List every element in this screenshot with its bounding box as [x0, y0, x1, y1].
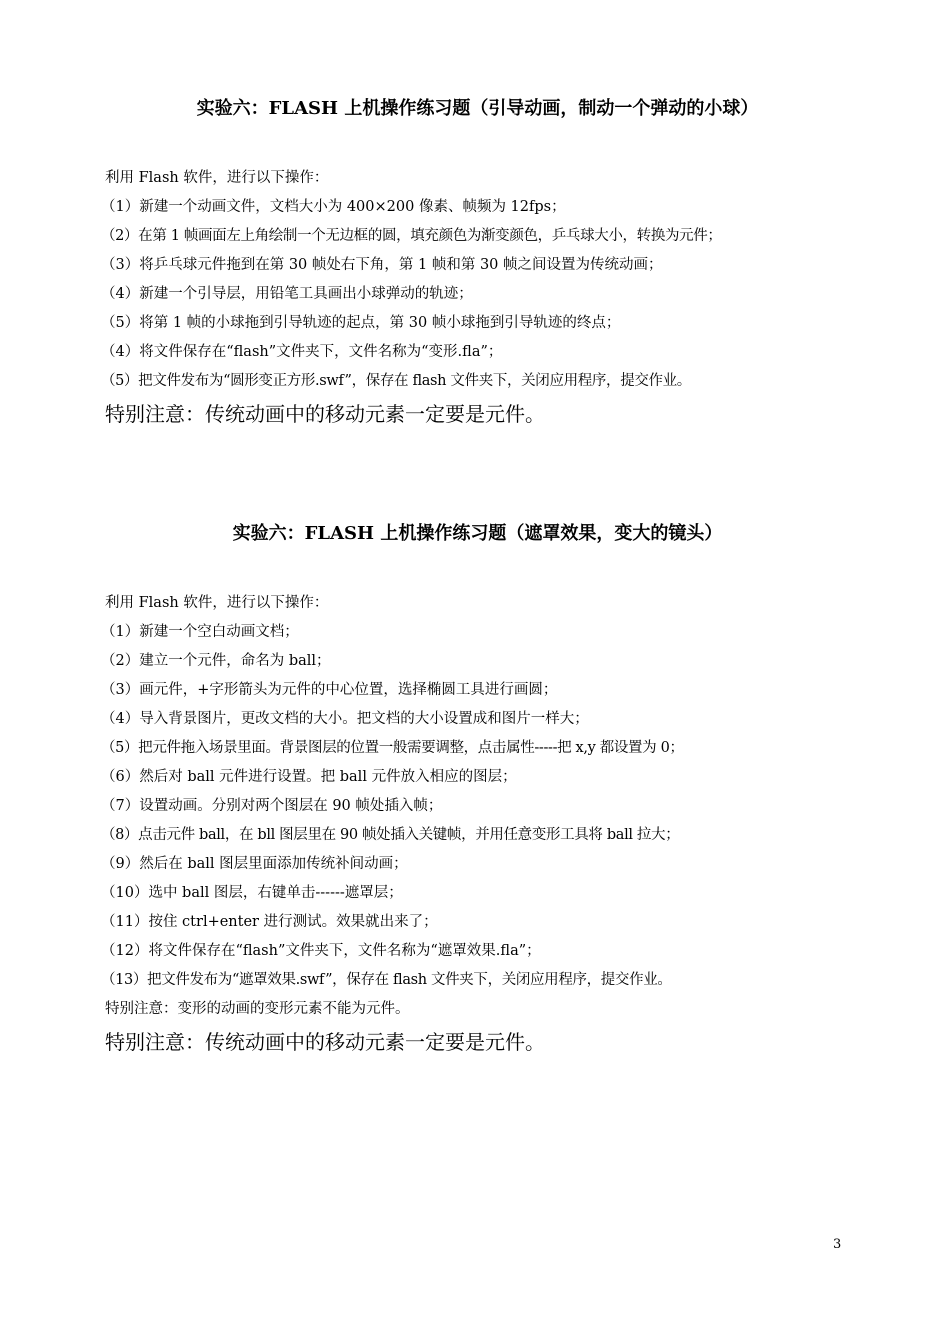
exercise-guide-animation	[101, 96, 850, 431]
step-item: （7）设置动画。分别对两个图层在 90 帧处插入帧；	[101, 798, 443, 814]
page-number: 3	[833, 1237, 842, 1252]
step-item: （5）把文件发布为“圆形变正方形.swf”，保存在 flash 文件夹下，关闭应用程序，提交作业。	[101, 373, 691, 389]
special-notice: 特别注意：传统动画中的移动元素一定要是元件。	[105, 1030, 545, 1054]
step-item: （1）新建一个空白动画文档；	[101, 624, 299, 640]
step-item: （5）把元件拖入场景里面。背景图层的位置一般需要调整，点击属性-----把 x,y 都设置为 0；	[101, 740, 684, 756]
step-item: （1）新建一个动画文件，文档大小为 400×200 像素、帧频为 12fps；	[101, 199, 566, 215]
step-item: （13）把文件发布为“遮罩效果.swf”，保存在 flash 文件夹下，关闭应用程序，提交作业。	[101, 972, 672, 988]
step-item: （2）建立一个元件，命名为 ball；	[101, 653, 331, 669]
special-notice: 特别注意：传统动画中的移动元素一定要是元件。	[105, 402, 545, 426]
step-item: （4）将文件保存在“flash”文件夹下，文件名称为“变形.fla”；	[101, 344, 503, 360]
variation-note: 特别注意：变形的动画的变形元素不能为元件。	[105, 1001, 410, 1017]
step-item: （6）然后对 ball 元件进行设置。把 ball 元件放入相应的图层；	[101, 769, 517, 785]
section-intro: 利用 Flash 软件，进行以下操作：	[105, 170, 329, 186]
step-item: （2）在第 1 帧画面左上角绘制一个无边框的圆，填充颜色为渐变颜色，乒乓球大小，转换为元件；	[101, 228, 722, 244]
step-item: （4）导入背景图片，更改文档的大小。把文档的大小设置成和图片一样大；	[101, 711, 589, 727]
step-item: （10）选中 ball 图层，右键单击------遮罩层；	[101, 885, 403, 901]
step-item: （3）画元件，+字形箭头为元件的中心位置，选择椭圆工具进行画圆；	[101, 682, 558, 698]
exercise-mask-effect	[101, 521, 850, 1059]
step-item: （3）将乒乓球元件拖到在第 30 帧处右下角，第 1 帧和第 30 帧之间设置为传统动画；	[101, 257, 663, 273]
section-title: 实验六：FLASH 上机操作练习题（遮罩效果，变大的镜头）	[232, 523, 723, 544]
step-item: （8）点击元件 ball，在 bll 图层里在 90 帧处插入关键帧，并用任意变形工具将 ball 拉大；	[101, 827, 680, 843]
section-intro: 利用 Flash 软件，进行以下操作：	[105, 595, 329, 611]
step-item: （12）将文件保存在“flash”文件夹下，文件名称为“遮罩效果.fla”；	[101, 943, 541, 959]
section-title: 实验六：FLASH 上机操作练习题（引导动画，制动一个弹动的小球）	[196, 98, 759, 119]
step-item: （9）然后在 ball 图层里面添加传统补间动画；	[101, 856, 408, 872]
step-item: （4）新建一个引导层，用铅笔工具画出小球弹动的轨迹；	[101, 286, 473, 302]
step-item: （11）按住 ctrl+enter 进行测试。效果就出来了；	[101, 914, 438, 930]
step-item: （5）将第 1 帧的小球拖到引导轨迹的起点，第 30 帧小球拖到引导轨迹的终点；	[101, 315, 621, 331]
